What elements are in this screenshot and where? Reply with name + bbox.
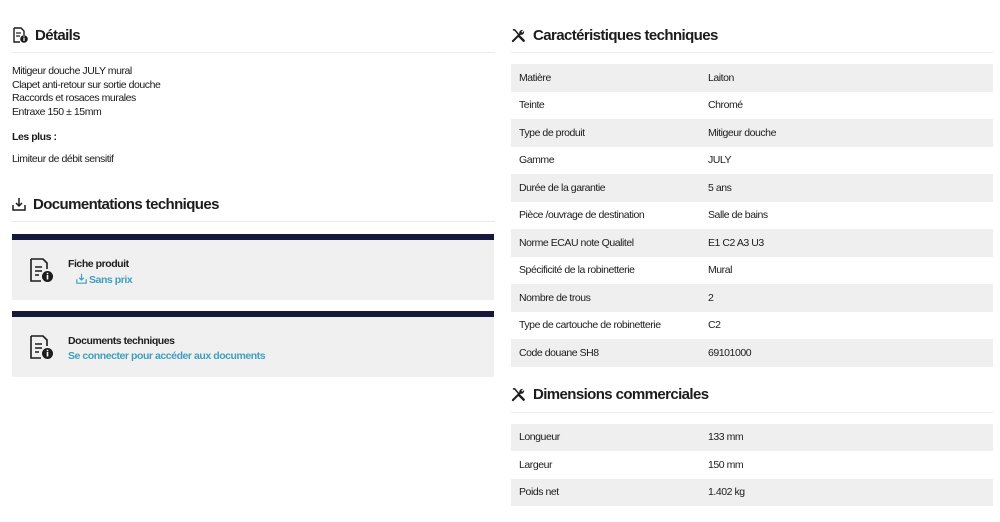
table-row [511,92,993,120]
specs-title: Caractéristiques techniques [533,26,718,44]
details-line: Mitigeur douche JULY mural [12,65,132,77]
sans-prix-link[interactable] [76,273,132,287]
spec-value: C2 [708,319,721,332]
table-row [511,229,993,257]
document-info-icon [12,27,28,43]
details-line: Clapet anti-retour sur sortie douche [12,78,161,91]
table-row [511,64,993,92]
download-tray-icon [12,197,26,211]
sans-prix-label: Sans prix [89,274,133,286]
spec-value: Laiton [700,64,993,92]
doc-card-title: Documents techniques [68,335,175,347]
dimensions-table [511,424,993,507]
spec-key: Type de cartouche de robinetterie [519,319,661,332]
right-column [511,18,993,506]
spec-key: Type de produit [511,119,700,147]
specs-header [511,18,993,53]
dimension-value: 150 mm [708,458,744,471]
spec-key: Norme ECAU note Qualitel [511,229,700,257]
dimension-key: Longueur [511,424,700,452]
spec-value: E1 C2 A3 U3 [700,229,993,257]
spec-value: Chromé [708,99,743,112]
spec-value: 69101000 [700,339,993,367]
dimension-value: 1.402 kg [700,479,993,507]
spec-key: Gamme [519,154,555,167]
tools-icon [511,387,526,402]
table-row [511,284,993,312]
spec-value: Mural [708,264,733,277]
table-row [511,257,993,285]
dimension-key: Poids net [511,479,700,507]
table-row [511,174,993,202]
table-row [511,312,993,340]
details-description [12,65,495,119]
login-documents-link[interactable]: Se connecter pour accéder aux documents [68,350,266,362]
spec-value: Salle de bains [708,209,768,222]
table-row [511,202,993,230]
spec-value: 2 [700,284,993,312]
spec-key: Spécificité de la robinetterie [519,264,635,277]
doc-card-title: Fiche produit [68,258,129,270]
spec-value: JULY [708,154,732,167]
doc-card-documents-techniques [12,311,494,377]
spec-key: Nombre de trous [511,284,700,312]
spec-key: Matière [511,64,700,92]
details-title: Détails [35,26,80,44]
left-column [12,18,495,377]
table-row [511,479,993,507]
doc-card-fiche-produit [12,234,494,300]
spec-value: Mitigeur douche [700,119,993,147]
dimension-key: Largeur [519,458,553,471]
documentation-title: Documentations techniques [33,195,219,213]
table-row [511,339,993,367]
specs-table [511,64,993,367]
plus-text: Limiteur de débit sensitif [12,153,114,165]
spec-key: Code douane SH8 [511,339,700,367]
dimension-value: 133 mm [700,424,993,452]
table-row [511,451,993,479]
spec-key: Durée de la garantie [511,174,700,202]
dimensions-header [511,378,993,413]
plus-title: Les plus : [12,131,57,143]
table-row [511,119,993,147]
document-info-icon [28,334,54,365]
spec-key: Teinte [519,99,545,112]
details-line: Raccords et rosaces murales [12,92,136,104]
dimensions-title: Dimensions commerciales [533,386,709,403]
documentation-header [12,187,495,222]
spec-key: Pièce /ouvrage de destination [519,209,645,222]
spec-value: 5 ans [700,174,993,202]
details-line: Entraxe 150 ± 15mm [12,105,102,118]
details-header [12,18,495,53]
tools-icon [511,28,526,43]
download-tray-icon [76,273,87,287]
document-info-icon [28,257,54,288]
table-row [511,147,993,175]
table-row [511,424,993,452]
